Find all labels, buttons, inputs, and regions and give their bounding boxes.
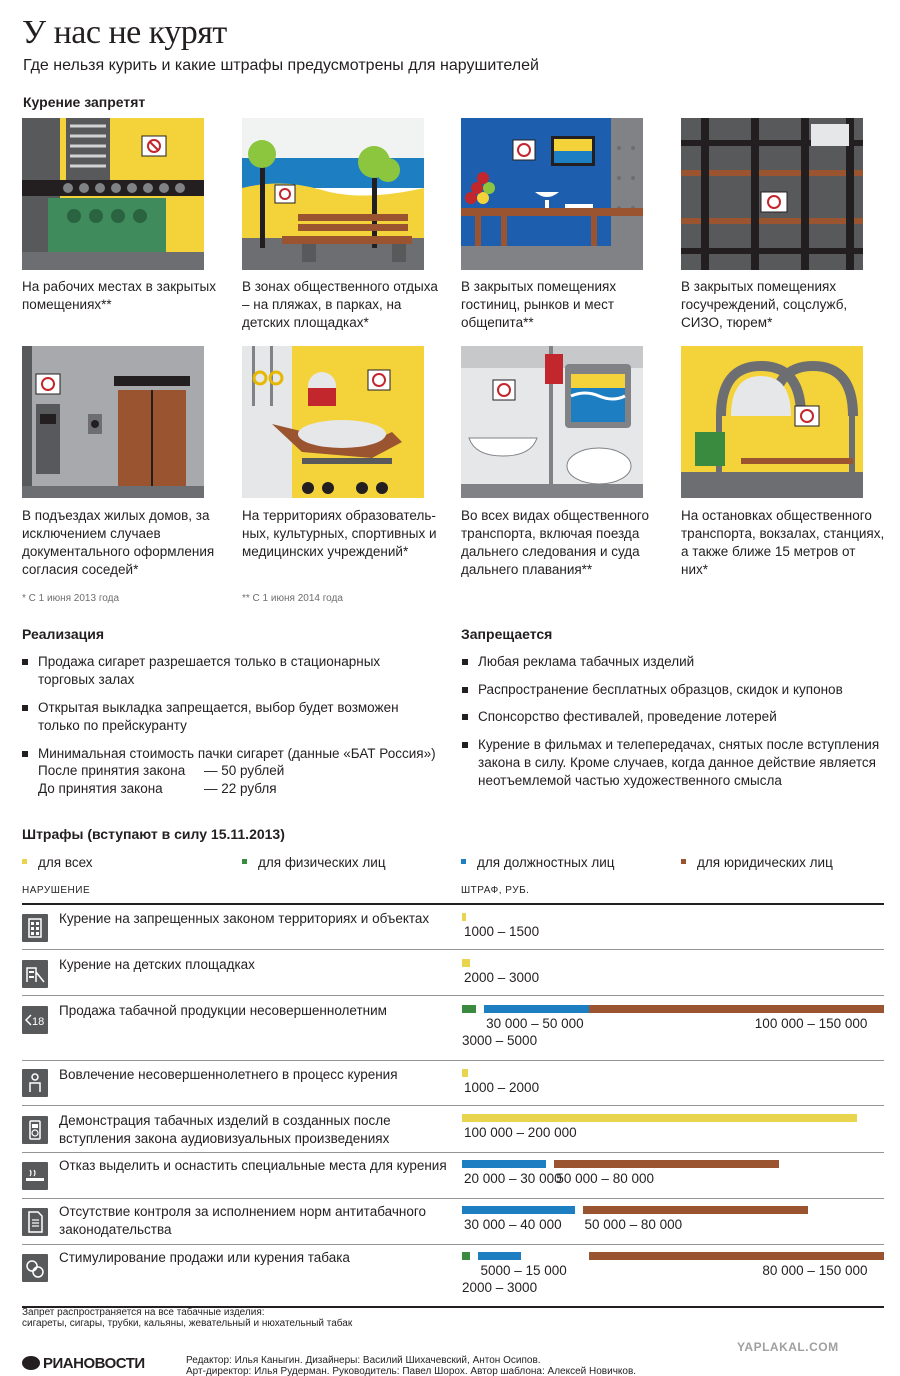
table-divider <box>22 949 884 950</box>
table-divider <box>22 903 884 905</box>
table-divider <box>22 1060 884 1061</box>
violation-text: Стимулирование продажи или курения табака <box>59 1250 350 1265</box>
legend-label-all: для всех <box>38 855 93 870</box>
place-caption: В подъездах жилых домов, за исключением случаев документального оформления согласия соседей* <box>22 508 215 577</box>
realization-heading: Реализация <box>22 626 105 642</box>
fine-bar-legal <box>583 1206 808 1214</box>
child-icon <box>22 1069 48 1097</box>
table-divider <box>22 1198 884 1199</box>
elevator-illustration <box>22 346 204 498</box>
fine-amount-legal: 50 000 – 80 000 <box>584 1217 683 1232</box>
footnote-2014: ** С 1 июня 2014 года <box>242 593 343 604</box>
fine-bar-all <box>462 1114 857 1122</box>
price-before-value: — 22 рубля <box>204 781 277 796</box>
fine-amount-all: 2000 – 3000 <box>464 970 540 985</box>
place-caption: На остановках общественного транспорта, вокзалах, станциях, а также ближе 15 метров от них* <box>681 508 885 577</box>
prison-illustration <box>681 118 863 270</box>
fine-bar-legal <box>589 1005 884 1013</box>
restaurant-illustration <box>461 118 643 270</box>
fine-amount-all: 1000 – 1500 <box>464 924 540 939</box>
fine-amount-legal: 50 000 – 80 000 <box>556 1171 654 1186</box>
park-illustration <box>242 118 424 270</box>
list-item: Открытая выкладка запрещается, выбор будет возможен только по прейскуранту <box>22 699 422 735</box>
fine-bar-individual <box>462 1005 476 1013</box>
page-title: У нас не курят <box>22 14 227 51</box>
fine-bar-individual <box>462 1252 470 1260</box>
fine-amount-legal: 80 000 – 150 000 <box>762 1263 868 1278</box>
legend-swatch-legal <box>681 859 686 864</box>
place-caption: В зонах общественного отдыха – на пляжах, в парках, на детских площадках* <box>242 279 438 330</box>
legend-label-legal: для юридических лиц <box>697 855 833 870</box>
fine-amount-official: 30 000 – 40 000 <box>464 1217 562 1232</box>
fine-amount-individual: 2000 – 3000 <box>462 1280 538 1295</box>
place-caption: На рабочих местах в закрытых помещениях** <box>22 279 216 312</box>
violation-text: Отсутствие контроля за исполнением норм антитабачного законодательства <box>59 1204 426 1237</box>
fine-bar-official <box>462 1206 575 1214</box>
list-item: Распространение бесплатных образцов, скидок и купонов <box>462 681 882 699</box>
watermark: YAPLAKAL.COM <box>737 1340 839 1354</box>
bottom-note: Запрет распространяется на все табачные изделия: <box>22 1307 265 1318</box>
table-divider <box>22 1105 884 1106</box>
fine-bar-legal <box>589 1252 884 1260</box>
logo-text: РИАНОВОСТИ <box>43 1355 145 1372</box>
coins-icon <box>22 1254 48 1282</box>
legend-label-individual: для физических лиц <box>258 855 386 870</box>
violation-text: Курение на запрещенных законом территориях и объектах <box>59 911 430 926</box>
bottom-note-products: сигареты, сигары, трубки, кальяны, жевательный и нюхательный табак <box>22 1318 353 1329</box>
legend-swatch-all <box>22 859 27 864</box>
place-caption: В закрытых помещениях гостиниц, рынков и мест общепита** <box>461 279 617 330</box>
place-caption: На территориях образователь-ных, культурных, спортивных и медицинских учреждений* <box>242 508 437 559</box>
fine-bar-official <box>478 1252 520 1260</box>
violation-text: Продажа табачной продукции несовершеннолетним <box>59 1003 387 1018</box>
list-item: Продажа сигарет разрешается только в стационарных торговых залах <box>22 653 412 689</box>
fines-heading: Штрафы (вступают в силу 15.11.2013) <box>22 826 285 842</box>
page-subtitle: Где нельзя курить и какие штрафы предусмотрены для нарушителей <box>23 57 539 74</box>
cigarette-icon <box>22 1162 48 1190</box>
fine-amount-all: 1000 – 2000 <box>464 1080 540 1095</box>
violation-text: Отказ выделить и оснастить специальные места для курения <box>59 1158 447 1173</box>
legend-label-official: для должностных лиц <box>477 855 615 870</box>
violation-text: Курение на детских площадках <box>59 957 255 972</box>
factory-illustration <box>22 118 204 270</box>
legend-swatch-official <box>461 859 466 864</box>
list-item: Спонсорство фестивалей, проведение лотерей <box>462 708 882 726</box>
fine-amount-all: 100 000 – 200 000 <box>464 1125 577 1140</box>
prohibited-heading: Запрещается <box>461 626 553 642</box>
credits-line: Арт-директор: Илья Рудерман. Руководитель: Павел Шорох. Автор шаблона: Алексей Новичков. <box>186 1366 637 1376</box>
building-icon <box>22 914 48 942</box>
section-banned-heading: Курение запретят <box>23 94 146 110</box>
bus-stop-illustration <box>681 346 863 498</box>
fine-amount-official: 20 000 – 30 000 <box>464 1171 562 1186</box>
fine-amount-legal: 100 000 – 150 000 <box>754 1016 868 1031</box>
media-player-icon <box>22 1116 48 1144</box>
table-divider <box>22 1244 884 1245</box>
table-divider <box>22 1152 884 1153</box>
column-header-violation: НАРУШЕНИЕ <box>22 885 91 896</box>
playground-icon <box>22 960 48 988</box>
list-item: Курение в фильмах и телепередачах, снятых после вступления закона в силу. Кроме случаев, когда данное действие является неотъемлемой частью художественного смысла <box>462 736 887 790</box>
place-caption: Во всех видах общественного транспорта, включая поезда дальнего следования и суда дальнего плавания** <box>461 508 650 577</box>
price-before-label: До принятия закона <box>38 781 163 796</box>
credits <box>186 1355 636 1376</box>
fine-bar-all <box>462 1069 468 1077</box>
hospital-illustration <box>242 346 424 498</box>
place-caption: В закрытых помещениях госучреждений, соцслужб, СИЗО, тюрем* <box>681 279 848 330</box>
fine-amount-individual: 3000 – 5000 <box>462 1033 538 1048</box>
table-divider <box>22 995 884 996</box>
fine-bar-legal <box>554 1160 779 1168</box>
document-icon <box>22 1208 48 1236</box>
footnote-2013: * С 1 июня 2013 года <box>22 593 120 604</box>
legend-swatch-individual <box>242 859 247 864</box>
fine-bar-official <box>462 1160 546 1168</box>
fine-amount-official: 5000 – 15 000 <box>480 1263 567 1278</box>
fine-bar-all <box>462 959 470 967</box>
list-item: Любая реклама табачных изделий <box>462 653 882 671</box>
train-illustration <box>461 346 643 498</box>
logo <box>22 1355 145 1372</box>
under-18-icon <box>22 1006 48 1034</box>
list-item: Минимальная стоимость пачки сигарет (данные «БАТ Россия») <box>22 745 442 763</box>
fine-bar-all <box>462 913 466 921</box>
price-after-label: После принятия закона <box>38 763 186 778</box>
svg-text:18: 18 <box>32 1016 45 1028</box>
price-after-value: — 50 рублей <box>204 763 285 778</box>
fine-amount-official: 30 000 – 50 000 <box>486 1016 584 1031</box>
credits-line: Редактор: Илья Каныгин. Дизайнеры: Василий Шихачевский, Антон Осипов. <box>186 1355 541 1366</box>
violation-text: Демонстрация табачных изделий в созданных после вступления закона аудиовизуальных произведениях <box>59 1113 391 1146</box>
violation-text: Вовлечение несовершеннолетнего в процесс курения <box>59 1067 398 1082</box>
column-header-fine: ШТРАФ, РУБ. <box>461 885 530 896</box>
